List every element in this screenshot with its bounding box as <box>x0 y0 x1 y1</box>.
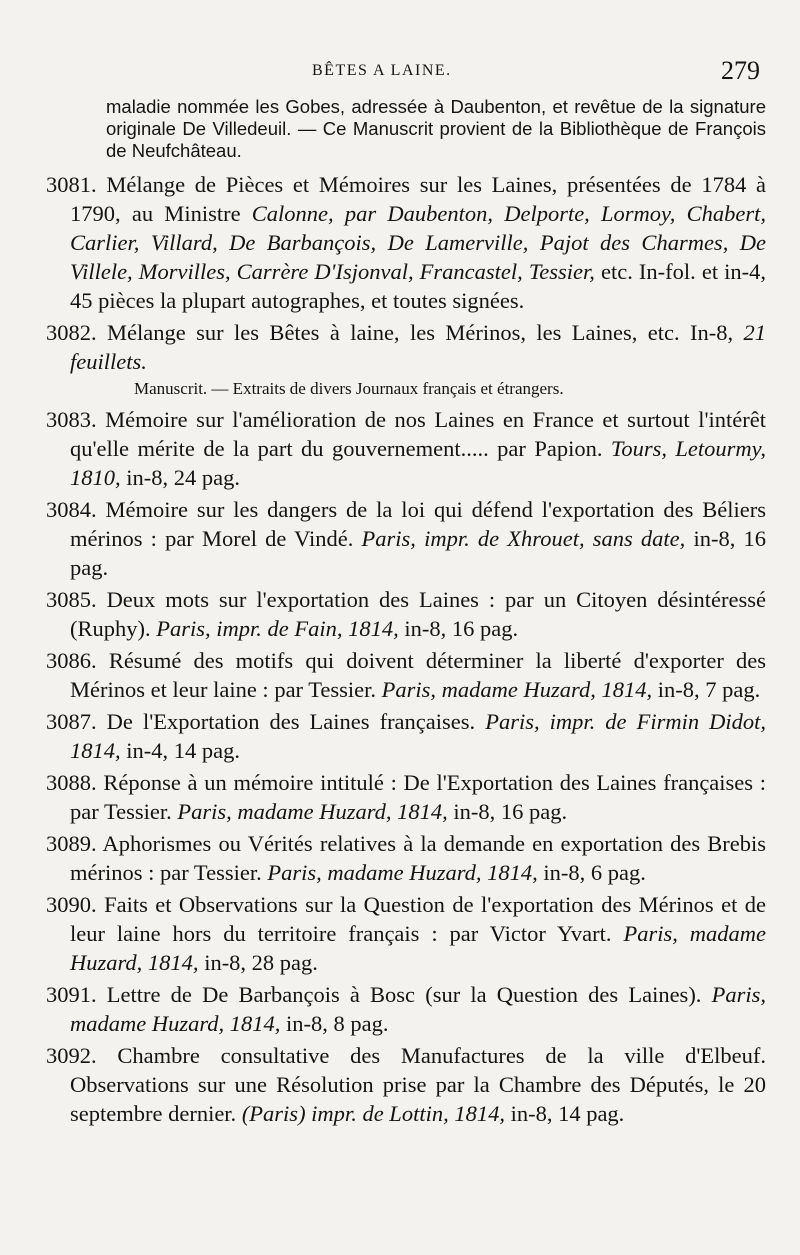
catalog-entry <box>46 170 766 315</box>
entry-number: 3082. <box>46 320 97 345</box>
continuation-paragraph: maladie nommée les Gobes, adressée à Daubenton, et revêtue de la signature originale De Villedeuil. — Ce Manuscrit provient de la Bibliothèque de François de Neufchâteau. <box>106 96 766 161</box>
catalog-entry <box>46 318 766 376</box>
catalog-entry <box>46 405 766 492</box>
entry-title: Mémoire sur les dangers de la loi qui défend l'exportation des Béliers mérinos : par Morel de Vindé. <box>70 497 767 551</box>
catalog-entry <box>46 707 766 765</box>
catalog-entry <box>46 829 766 887</box>
entry-publication: Paris, impr. de Firmin Didot, 1814, <box>70 709 767 763</box>
catalog-entry <box>46 1041 766 1128</box>
entry-title: Mémoire sur l'amélioration de nos Laines en France et surtout l'intérêt qu'elle mérite de la part du gouvernement..... par Papion. <box>70 407 767 461</box>
entry-format: in-8, 14 pag. <box>510 1101 625 1126</box>
entry-publication: (Paris) impr. de Lottin, 1814, <box>241 1101 505 1126</box>
entry-title: Mélange de Pièces et Mémoires sur les Laines, présentées de 1784 à 1790, au Ministre <box>70 172 767 226</box>
entry-number: 3090. <box>46 892 97 917</box>
entry-number: 3087. <box>46 709 97 734</box>
page-number: 279 <box>721 56 760 85</box>
entry-format: in-4, 14 pag. <box>126 738 240 763</box>
entry-publication: Calonne, par Daubenton, Delporte, Lormoy, Chabert, Carlier, Villard, De Barbançois, De Lamerville, Pajot des Charmes, De Villele, Morvilles, Carrère D'Isjonval, Francastel, Tessier, <box>70 201 767 284</box>
entry-publication: Paris, madame Huzard, 1814, <box>70 921 766 975</box>
entry-title: Faits et Observations sur la Question de l'exportation des Mérinos et de leur laine hors du territoire français : par Victor Yvart. <box>70 892 766 946</box>
entry-note: Manuscrit. — Extraits de divers Journaux français et étrangers. <box>134 379 564 398</box>
catalog-entry <box>46 646 766 704</box>
entry-format: in-8, 16 pag. <box>404 616 519 641</box>
entry-number: 3092. <box>46 1043 97 1068</box>
running-title: BÊTES A LAINE. <box>312 62 452 79</box>
entry-title: De l'Exportation des Laines françaises. <box>106 709 476 734</box>
catalog-entry <box>46 980 766 1038</box>
entry-title: Mélange sur les Bêtes à laine, les Mérinos, les Laines, etc. In-8, <box>107 320 734 345</box>
catalog-entries <box>46 170 766 1128</box>
entry-format: in-8, 28 pag. <box>204 950 318 975</box>
entry-publication: Tours, Letourmy, 1810, <box>70 436 767 490</box>
entry-publication: Paris, madame Huzard, 1814, <box>177 799 448 824</box>
catalog-entry <box>46 768 766 826</box>
entry-title: Lettre de De Barbançois à Bosc (sur la Question des Laines). <box>106 982 702 1007</box>
entry-number: 3083. <box>46 407 97 432</box>
entry-title: Résumé des motifs qui doivent déterminer la liberté d'exporter des Mérinos et leur laine : par Tessier. <box>70 648 767 702</box>
entry-number: 3086. <box>46 648 97 673</box>
catalog-entry <box>46 890 766 977</box>
catalog-entry <box>46 585 766 643</box>
entry-title: Aphorismes ou Vérités relatives à la demande en exportation des Brebis mérinos : par Tessier. <box>70 831 766 885</box>
entry-title: Chambre consultative des Manufactures de la ville d'Elbeuf. Observations sur une Résolution prise par la Chambre des Députés, le 20 septembre dernier. <box>70 1043 766 1126</box>
entry-number: 3084. <box>46 497 97 522</box>
entry-format: in-8, 6 pag. <box>543 860 646 885</box>
entry-format: in-8, 7 pag. <box>657 677 761 702</box>
entry-number: 3088. <box>46 770 97 795</box>
entry-publication: Paris, impr. de Xhrouet, sans date, <box>361 526 686 551</box>
entry-format: in-8, 8 pag. <box>286 1011 389 1036</box>
entry-publication: 21 feuillets. <box>70 320 767 374</box>
entry-publication: Paris, madame Huzard, 1814, <box>70 982 766 1036</box>
entry-format: in-8, 16 pag. <box>453 799 568 824</box>
entry-format: etc. In-fol. et in-4, 45 pièces la plupart autographes, et toutes signées. <box>70 259 767 313</box>
entry-number: 3091. <box>46 982 97 1007</box>
entry-publication: Paris, madame Huzard, 1814, <box>267 860 538 885</box>
entry-title: Réponse à un mémoire intitulé : De l'Exportation des Laines françaises : par Tessier. <box>70 770 767 824</box>
entry-title: Deux mots sur l'exportation des Laines : par un Citoyen désintéressé (Ruphy). <box>70 587 767 641</box>
entry-format: in-8, 16 pag. <box>70 526 767 580</box>
catalog-entry <box>46 495 766 582</box>
entry-format: in-8, 24 pag. <box>126 465 240 490</box>
entry-number: 3085. <box>46 587 97 612</box>
entry-publication: Paris, impr. de Fain, 1814, <box>156 616 399 641</box>
page-header <box>46 52 766 96</box>
entry-number: 3081. <box>46 172 97 197</box>
entry-publication: Paris, madame Huzard, 1814, <box>381 677 653 702</box>
entry-number: 3089. <box>46 831 97 856</box>
